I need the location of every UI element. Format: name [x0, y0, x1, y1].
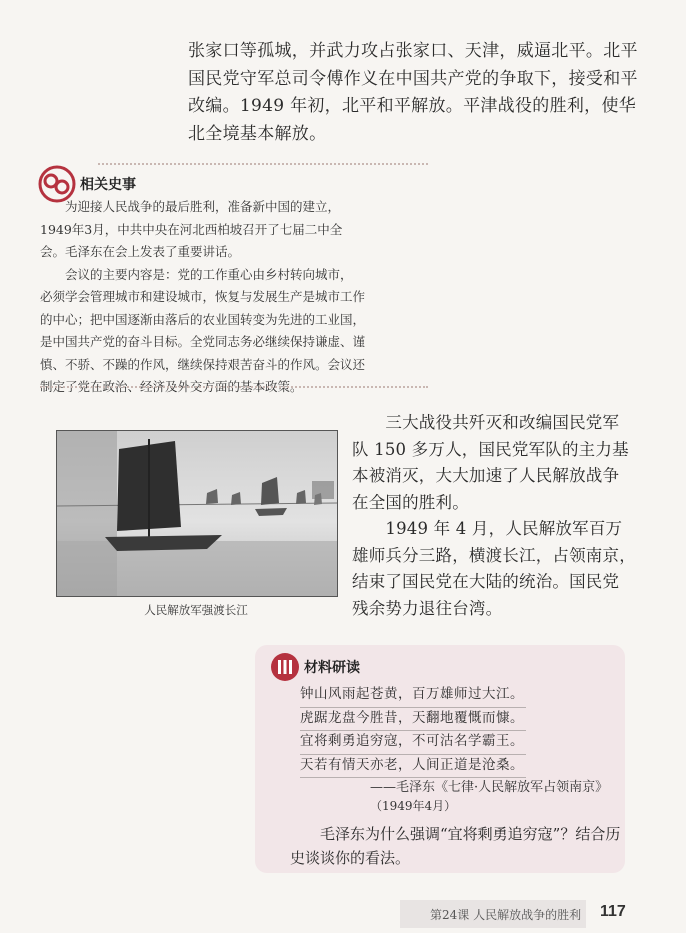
right-paragraph — [352, 410, 642, 622]
photo-caption: 人民解放军强渡长江 — [144, 603, 248, 617]
related-history-body — [40, 196, 432, 399]
text-line: 制定了党在政治、经济及外交方面的基本政策。 — [40, 379, 303, 394]
lesson-title: 第24课 人民解放战争的胜利 — [430, 908, 582, 922]
text-line: 的中心；把中国逐渐由落后的农业国转变为先进的工业国， — [40, 311, 366, 327]
material-study-icon — [270, 652, 300, 682]
text-line: 队 150 多万人，国民党军队的主力基 — [352, 439, 629, 459]
text-line: 是中国共产党的奋斗目标。全党同志务必继续保持谦虚、谨 — [40, 334, 366, 349]
text-line: 在全国的胜利。 — [352, 492, 469, 512]
text-line: 会议的主要内容是：党的工作重心由乡村转向城市， — [40, 266, 353, 282]
page-number: 117 — [600, 903, 626, 920]
text-line: 国民党守军总司令傅作义在中国共产党的争取下，接受和平 — [188, 68, 638, 89]
poem-line: 钟山风雨起苍黄，百万雄师过大江。 — [300, 684, 526, 708]
top-paragraph — [188, 38, 638, 148]
text-line: 必须学会管理城市和建设城市，恢复与发展生产是城市工作 — [40, 289, 366, 304]
text-line: 1949年3月，中共中央在河北西柏坡召开了七届二中全 — [40, 221, 343, 237]
text-line: 为迎接人民战争的最后胜利，准备新中国的建立， — [40, 199, 341, 214]
text-line: 残余势力退往台湾。 — [352, 598, 503, 618]
text-line: 结束了国民党在大陆的统治。国民党 — [352, 572, 620, 591]
poem-date: （1949年4月） — [370, 799, 457, 813]
text-line: 北全境基本解放。 — [188, 123, 327, 144]
text-line: 会。毛泽东在会上发表了重要讲话。 — [40, 244, 241, 259]
text-line: 三大战役共歼灭和改编国民党军 — [352, 413, 620, 432]
text-line: 本被消灭，大大加速了人民解放战争 — [352, 466, 620, 485]
text-line: 张家口等孤城，并武力攻占张家口、天津，威逼北平。北平 — [188, 41, 638, 61]
river-crossing-photo — [56, 430, 338, 597]
dotted-divider-bottom — [40, 386, 428, 388]
text-line: 改编。1949 年初，北平和平解放。平津战役的胜利，使华 — [188, 96, 637, 116]
poem-source: ——毛泽东《七律·人民解放军占领南京》 — [370, 780, 609, 795]
poem-line: 宜将剩勇追穷寇，不可沽名学霸王。 — [300, 731, 526, 755]
poem — [300, 684, 600, 778]
study-question — [290, 823, 620, 870]
related-history-title: 相关史事 — [80, 177, 136, 193]
text-line: 慎、不骄、不躁的作风，继续保持艰苦奋斗的作风。会议还 — [40, 356, 366, 372]
poem-line: 天若有情天亦老，人间正道是沧桑。 — [300, 755, 526, 779]
text-line: 毛泽东为什么强调“宜将剩勇追穷寇”？结合历 — [290, 825, 621, 843]
dotted-divider-top — [98, 163, 428, 165]
text-line: 1949 年 4 月，人民解放军百万 — [352, 519, 623, 538]
poem-line: 虎踞龙盘今胜昔，天翻地覆慨而慷。 — [300, 708, 526, 732]
text-line: 史谈谈你的看法。 — [290, 848, 411, 867]
text-line: 雄师兵分三路，横渡长江，占领南京， — [352, 545, 636, 565]
material-study-title: 材料研读 — [304, 660, 360, 676]
